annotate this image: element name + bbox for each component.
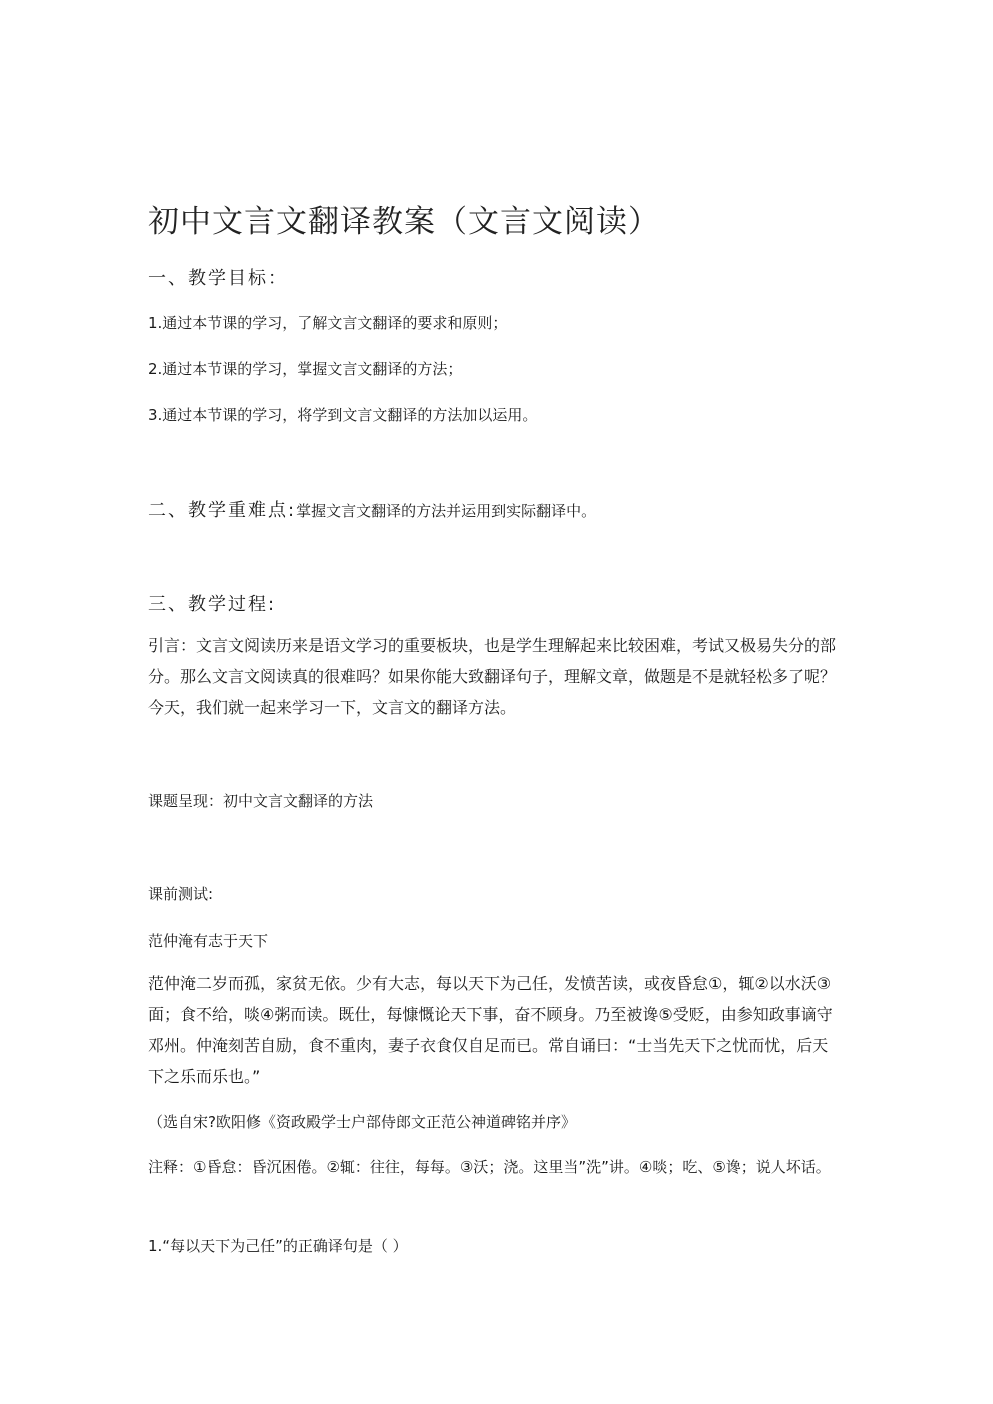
section-heading-objectives: 一、教学目标： — [148, 268, 288, 289]
passage-text: 范仲淹二岁而孤，家贫无依。少有大志，每以天下为己任，发愤苦读，或夜昏怠①，辄②以水沃③面；食不给，啖④粥而读。既仕，每慷慨论天下事，奋不顾身。乃至被谗⑤受贬，由参知政事谪守邓州。仲淹刻苦自励，食不重肉，妻子衣食仅自足而已。常自诵曰：“士当先天下之忧而忧，后天下之乐而乐也。” — [148, 974, 833, 1086]
section-heading-key-points — [148, 496, 596, 522]
document-page — [148, 0, 848, 1404]
question-1: 1.“每以天下为己任”的正确译句是（ ） — [148, 1237, 408, 1255]
passage-title: 范仲淹有志于天下 — [148, 932, 269, 950]
objective-item-2: 2.通过本节课的学习，掌握文言文翻译的方法； — [148, 360, 463, 378]
key-points-text: 掌握文言文翻译的方法并运用到实际翻译中。 — [296, 502, 597, 520]
objective-item-1: 1.通过本节课的学习，了解文言文翻译的要求和原则； — [148, 314, 508, 332]
topic-line: 课题呈现：初中文言文翻译的方法 — [148, 792, 374, 810]
document-title: 初中文言文翻译教案（文言文阅读） — [148, 204, 660, 240]
passage-notes: 注释：①昏怠：昏沉困倦。②辄：往往，每每。③沃；浇。这里当”洗”讲。④啖；吃、⑤谗；说人坏话。 — [148, 1158, 831, 1176]
key-points-label: 二、教学重难点: — [148, 500, 297, 521]
passage-source: （选自宋?欧阳修《资政殿学士户部侍郎文正范公神道碑铭并序》 — [148, 1113, 576, 1131]
pretest-label: 课前测试: — [148, 885, 214, 903]
section-heading-process: 三、教学过程: — [148, 594, 277, 615]
objective-item-3: 3.通过本节课的学习，将学到文言文翻译的方法加以运用。 — [148, 406, 538, 424]
intro-paragraph: 引言：文言文阅读历来是语文学习的重要板块，也是学生理解起来比较困难，考试又极易失分的部分。那么文言文阅读真的很难吗？如果你能大致翻译句子，理解文章，做题是不是就轻松多了呢？今天，我们就一起来学习一下，文言文的翻译方法。 — [148, 636, 837, 717]
